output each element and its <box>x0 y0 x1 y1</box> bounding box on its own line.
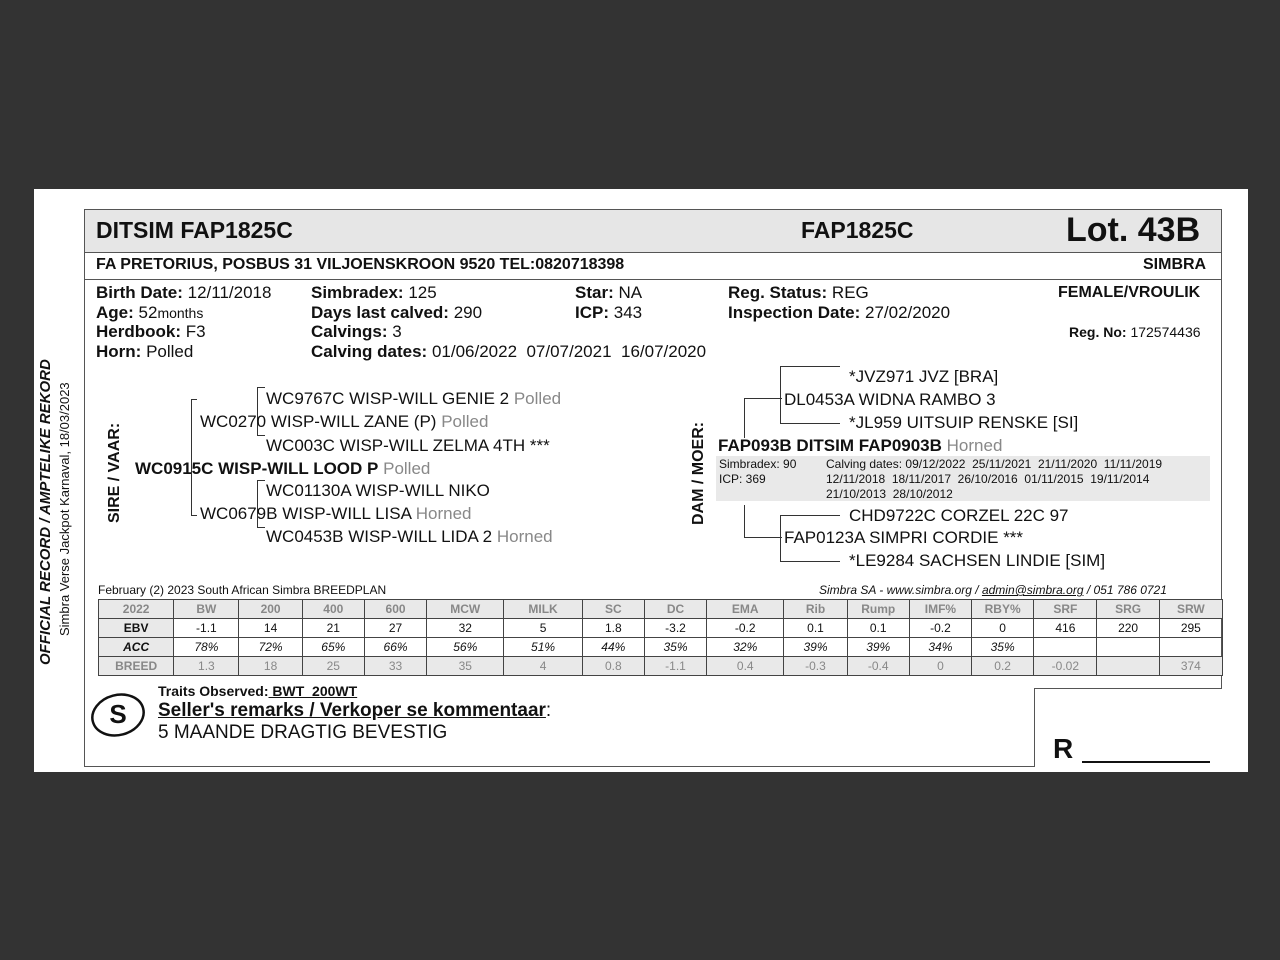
acc-cell <box>1159 638 1222 657</box>
ebv-cell: 416 <box>1034 619 1097 638</box>
sire-sire-sire <box>266 389 561 409</box>
sire-ss-horn: Polled <box>513 389 562 408</box>
acc-cell: 66% <box>364 638 426 657</box>
simbradex-label: Simbradex: <box>311 283 404 302</box>
dam-icp: ICP: 369 <box>719 472 766 486</box>
sire-d-bracket-bottom <box>257 527 265 528</box>
inspection-date <box>728 303 950 323</box>
sire-dam-dam <box>266 527 553 547</box>
sire-d-name: WC0679B WISP-WILL LISA <box>200 504 411 523</box>
dam-calving-dates-3: 21/10/2013 28/10/2012 <box>826 487 953 501</box>
breed-cell: 18 <box>239 657 302 676</box>
breed-label: SIMBRA <box>1143 256 1207 273</box>
acc-cell: 39% <box>784 638 847 657</box>
dam-main <box>718 436 1002 456</box>
sire-sire-dam: WC003C WISP-WILL ZELMA 4TH *** <box>266 436 550 455</box>
sire-dd-name: WC0453B WISP-WILL LIDA 2 <box>266 527 493 546</box>
sire-ss-name: WC9767C WISP-WILL GENIE 2 <box>266 389 510 408</box>
ebv-cell: -1.1 <box>174 619 239 638</box>
sire-main-horn: Polled <box>383 459 431 478</box>
acc-row-label: ACC <box>99 638 174 657</box>
breed-cell: 0.2 <box>972 657 1034 676</box>
sire-label: SIRE / VAAR: <box>106 422 123 523</box>
breed-cell: 0.4 <box>707 657 784 676</box>
dam-dam-sire: CHD9722C CORZEL 22C 97 <box>849 506 1069 525</box>
reg-number-label: Reg. No: <box>1069 324 1127 340</box>
ebv-cell: 27 <box>364 619 426 638</box>
th-milk: MILK <box>504 600 582 619</box>
th-600: 600 <box>364 600 426 619</box>
simbra-logo-icon <box>84 689 156 741</box>
sire-bracket-top <box>191 399 197 400</box>
dam-upper-bracket <box>744 398 745 438</box>
age-unit: months <box>157 305 204 321</box>
ebv-cell: 1.8 <box>582 619 644 638</box>
sire-s-bracket-top <box>257 387 265 388</box>
sire-main <box>135 459 430 479</box>
animal-name: DITSIM FAP1825C <box>96 217 293 243</box>
ebv-row <box>99 619 1223 638</box>
dam-s-bracket-top <box>780 366 840 367</box>
breed-cell: -0.02 <box>1034 657 1097 676</box>
seller-remarks-heading: Seller's remarks / Verkoper se kommentaar: <box>158 700 552 721</box>
inspection-date-value: 27/02/2020 <box>864 303 951 322</box>
star-value: NA <box>618 283 643 302</box>
sire-bracket <box>191 399 192 515</box>
calvings-label: Calvings: <box>311 322 388 341</box>
herdbook-value: F3 <box>185 322 206 341</box>
dam-calving-dates-row1 <box>826 457 1162 471</box>
dam-main-name: FAP093B DITSIM FAP0903B <box>718 436 942 455</box>
price-currency: R <box>1053 733 1074 764</box>
simbradex-value: 125 <box>408 283 437 302</box>
lot-number: Lot. 43B <box>1066 211 1201 249</box>
calving-dates-label: Calving dates: <box>311 342 428 361</box>
ebv-cell: 0.1 <box>847 619 909 638</box>
dam-d-bracket-bottom <box>780 561 840 562</box>
th-dc: DC <box>644 600 706 619</box>
th-200: 200 <box>239 600 302 619</box>
acc-cell: 39% <box>847 638 909 657</box>
acc-cell: 32% <box>707 638 784 657</box>
breed-cell <box>1097 657 1159 676</box>
horn-value: Polled <box>146 342 194 361</box>
ebv-cell: 0 <box>972 619 1034 638</box>
sire-s-horn: Polled <box>441 412 489 431</box>
seller-remarks: 5 MAANDE DRAGTIG BEVESTIG <box>158 722 448 743</box>
acc-cell: 72% <box>239 638 302 657</box>
breed-cell: 0.8 <box>582 657 644 676</box>
ebv-cell: 14 <box>239 619 302 638</box>
th-rby: RBY% <box>972 600 1034 619</box>
sire-bracket-bottom <box>191 515 197 516</box>
reg-status <box>728 283 869 303</box>
dam-calving-dates-2: 12/11/2018 18/11/2017 26/10/2016 01/11/2015 19/11/2014 <box>826 472 1150 486</box>
sire-s-name: WC0270 WISP-WILL ZANE (P) <box>200 412 437 431</box>
th-ema: EMA <box>707 600 784 619</box>
sex-label: FEMALE/VROULIK <box>1058 284 1201 301</box>
dam-simbradex: Simbradex: 90 <box>719 457 797 471</box>
breed-cell: -0.4 <box>847 657 909 676</box>
ebv-cell: 295 <box>1159 619 1222 638</box>
dlc-value: 290 <box>453 303 483 322</box>
age-label: Age: <box>96 303 134 322</box>
birth-date-label: Birth Date: <box>96 283 183 302</box>
dam-d-bracket <box>780 515 781 561</box>
dam-lower-bracket-bottom <box>744 537 782 538</box>
th-rump: Rump <box>847 600 909 619</box>
contact-site: Simbra SA - www.simbra.org / <box>819 583 982 597</box>
ebv-cell: -3.2 <box>644 619 706 638</box>
icp-value: 343 <box>613 303 643 322</box>
ebv-cell: 0.1 <box>784 619 847 638</box>
ebv-cell: -0.2 <box>909 619 971 638</box>
traits-value: BWT 200WT <box>268 683 358 699</box>
contact-email-link[interactable]: admin@simbra.org <box>981 583 1084 597</box>
horn-label: Horn: <box>96 342 142 361</box>
th-srg: SRG <box>1097 600 1159 619</box>
acc-cell: 35% <box>644 638 706 657</box>
dam-calving-dates-label: Calving dates: <box>826 457 903 471</box>
acc-cell: 44% <box>582 638 644 657</box>
age-value: 52 <box>138 303 158 322</box>
calving-dates <box>311 342 706 362</box>
dlc-label: Days last calved: <box>311 303 449 322</box>
icp <box>575 303 642 323</box>
breed-row-label: BREED <box>99 657 174 676</box>
breed-cell: 1.3 <box>174 657 239 676</box>
horn <box>96 342 193 362</box>
contact-phone: / 051 786 0721 <box>1083 583 1167 597</box>
dam-s-bracket-bottom <box>780 423 840 424</box>
calvings-value: 3 <box>392 322 402 341</box>
dam-dam: FAP0123A SIMPRI CORDIE *** <box>784 528 1024 547</box>
sire-s-bracket-bottom <box>257 435 265 436</box>
acc-row <box>99 638 1223 657</box>
seller-remarks-label: Seller's remarks / Verkoper se kommentaar <box>158 700 546 721</box>
dam-sire-dam: *JL959 UITSUIP RENSKE [SI] <box>849 413 1079 432</box>
acc-cell: 78% <box>174 638 239 657</box>
th-srf: SRF <box>1034 600 1097 619</box>
dam-sire-sire: *JVZ971 JVZ [BRA] <box>849 367 999 386</box>
breed-cell: 33 <box>364 657 426 676</box>
reg-status-label: Reg. Status: <box>728 283 828 302</box>
th-400: 400 <box>302 600 364 619</box>
birth-date <box>96 283 271 303</box>
ebv-table <box>98 599 1223 676</box>
dam-dam-dam: *LE9284 SACHSEN LINDIE [SIM] <box>849 551 1106 570</box>
breed-cell: 374 <box>1159 657 1222 676</box>
traits-observed <box>158 683 357 699</box>
calvings <box>311 322 402 342</box>
dam-label: DAM / MOER: <box>690 421 707 525</box>
herdbook-label: Herdbook: <box>96 322 181 341</box>
dam-d-bracket-top <box>780 515 840 516</box>
dam-sire: DL0453A WIDNA RAMBO 3 <box>784 390 996 409</box>
dam-s-bracket <box>780 366 781 423</box>
herdbook <box>96 322 206 342</box>
sire-dam-sire: WC01130A WISP-WILL NIKO <box>266 481 490 500</box>
acc-cell: 65% <box>302 638 364 657</box>
star-label: Star: <box>575 283 614 302</box>
acc-cell <box>1097 638 1159 657</box>
reg-number-value: 172574436 <box>1130 324 1201 340</box>
breed-cell: 0 <box>909 657 971 676</box>
ebv-row-label: EBV <box>99 619 174 638</box>
breed-cell: 4 <box>504 657 582 676</box>
sire-d-bracket-top <box>257 480 265 481</box>
breed-row <box>99 657 1223 676</box>
th-year: 2022 <box>99 600 174 619</box>
acc-cell: 35% <box>972 638 1034 657</box>
logo-letter: S <box>109 699 127 729</box>
th-srw: SRW <box>1159 600 1222 619</box>
official-record-label: OFFICIAL RECORD / AMPTELIKE REKORD <box>37 359 54 665</box>
breed-cell: 35 <box>427 657 504 676</box>
sire-sire <box>200 412 488 432</box>
dam-calving-dates-1: 09/12/2022 25/11/2021 21/11/2020 11/11/2019 <box>905 457 1163 471</box>
dam-lower-bracket <box>744 505 745 537</box>
dam-upper-bracket-top <box>744 398 782 399</box>
th-imf: IMF% <box>909 600 971 619</box>
icp-label: ICP: <box>575 303 609 322</box>
th-bw: BW <box>174 600 239 619</box>
sire-dam <box>200 504 472 524</box>
reg-number <box>1069 324 1201 340</box>
reg-status-value: REG <box>831 283 869 302</box>
birth-date-value: 12/11/2018 <box>187 283 272 302</box>
sire-dd-horn: Horned <box>496 527 553 546</box>
acc-cell <box>1034 638 1097 657</box>
inspection-date-label: Inspection Date: <box>728 303 861 322</box>
breed-cell: -0.3 <box>784 657 847 676</box>
sire-main-name: WC0915C WISP-WILL LOOD P <box>135 459 379 478</box>
ebv-header-row <box>99 600 1223 619</box>
th-mcw: MCW <box>427 600 504 619</box>
breedplan-caption: February (2) 2023 South African Simbra BREEDPLAN <box>98 583 387 597</box>
ebv-cell: 21 <box>302 619 364 638</box>
price-line[interactable] <box>1082 761 1210 763</box>
breed-cell: -1.1 <box>644 657 706 676</box>
ebv-cell: 5 <box>504 619 582 638</box>
ebv-cell: 220 <box>1097 619 1159 638</box>
animal-id: FAP1825C <box>801 217 914 243</box>
ebv-cell: -0.2 <box>707 619 784 638</box>
acc-cell: 51% <box>504 638 582 657</box>
dam-main-horn: Horned <box>946 436 1003 455</box>
simbra-contact <box>819 583 1167 597</box>
lot-card <box>34 189 1248 772</box>
owner-info: FA PRETORIUS, POSBUS 31 VILJOENSKROON 9520 TEL:0820718398 <box>96 256 625 273</box>
sire-d-horn: Horned <box>415 504 472 523</box>
event-label: Simbra Verse Jackpot Karnaval, 18/03/2023 <box>57 382 72 636</box>
calving-dates-value: 01/06/2022 07/07/2021 16/07/2020 <box>431 342 707 361</box>
acc-cell: 56% <box>427 638 504 657</box>
th-sc: SC <box>582 600 644 619</box>
traits-label: Traits Observed: <box>158 683 269 699</box>
star <box>575 283 642 303</box>
th-rib: Rib <box>784 600 847 619</box>
breed-cell: 25 <box>302 657 364 676</box>
acc-cell: 34% <box>909 638 971 657</box>
age <box>96 303 203 323</box>
days-last-calved <box>311 303 482 323</box>
simbradex <box>311 283 437 303</box>
ebv-cell: 32 <box>427 619 504 638</box>
